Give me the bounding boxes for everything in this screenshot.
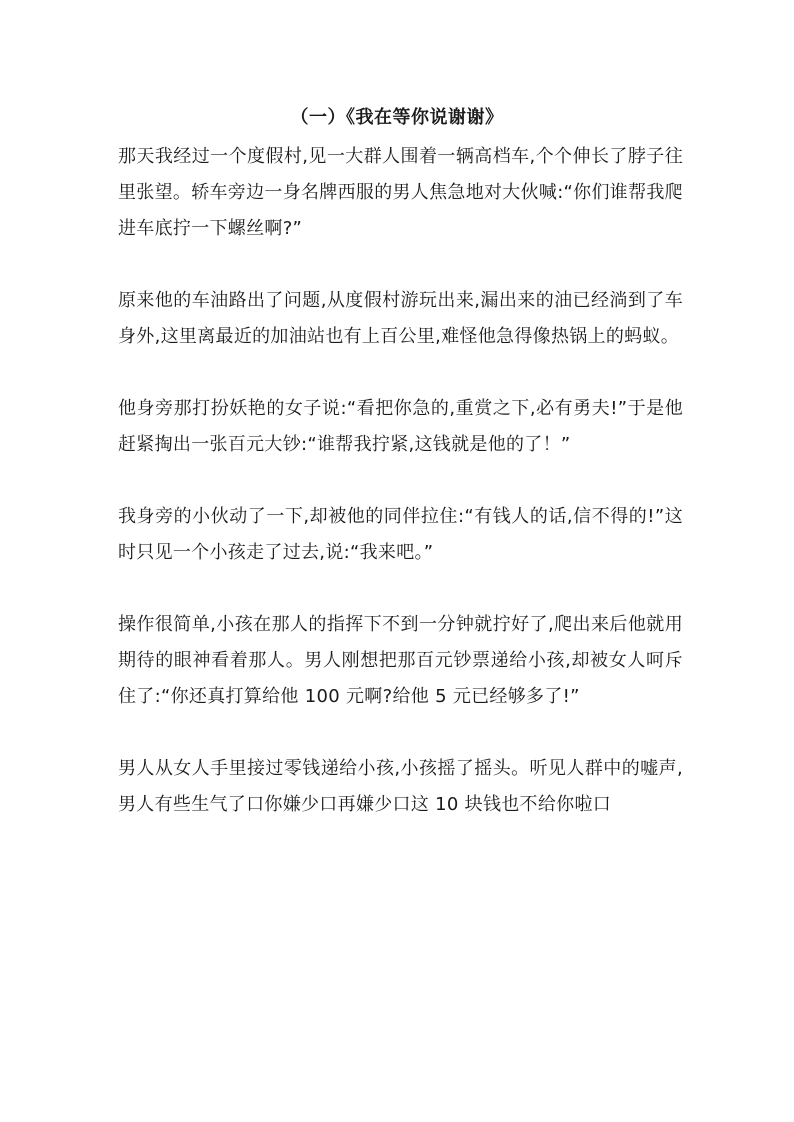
- paragraph-4: 我身旁的小伙动了一下,却被他的同伴拉住:“有钱人的话,信不得的!”这时只见一个小孩走了过去,说:“我来吧。”: [118, 506, 683, 563]
- page-title: （一）《我在等你说谢谢》: [290, 107, 504, 128]
- paragraph-2: 原来他的车油路出了问题,从度假村游玩出来,漏出来的油已经淌到了车身外,这里离最近的加油站也有上百公里,难怪他急得像热锅上的蚂蚁。: [118, 290, 683, 347]
- document-body: [118, 139, 683, 823]
- paragraph-5: 操作很简单,小孩在那人的指挥下不到一分钟就拧好了,爬出来后他就用期待的眼神看着那人。男人刚想把那百元钞票递给小孩,却被女人呵斥住了:“你还真打算给他 100 元啊?给他 5 元已经够多了!”: [118, 614, 683, 707]
- paragraph-3: 他身旁那打扮妖艳的女子说:“看把你急的,重赏之下,必有勇夫!”于是他赶紧掏出一张百元大钞:“谁帮我拧紧,这钱就是他的了！”: [118, 398, 683, 455]
- paragraph-6: 男人从女人手里接过零钱递给小孩,小孩摇了摇头。听见人群中的嘘声,男人有些生气了口你嫌少口再嫌少口这 10 块钱也不给你啦口: [118, 758, 683, 815]
- paragraph-1: 那天我经过一个度假村,见一大群人围着一辆高档车,个个伸长了脖子往里张望。轿车旁边一身名牌西服的男人焦急地对大伙喊:“你们谁帮我爬进车底拧一下螺丝啊?”: [118, 146, 683, 239]
